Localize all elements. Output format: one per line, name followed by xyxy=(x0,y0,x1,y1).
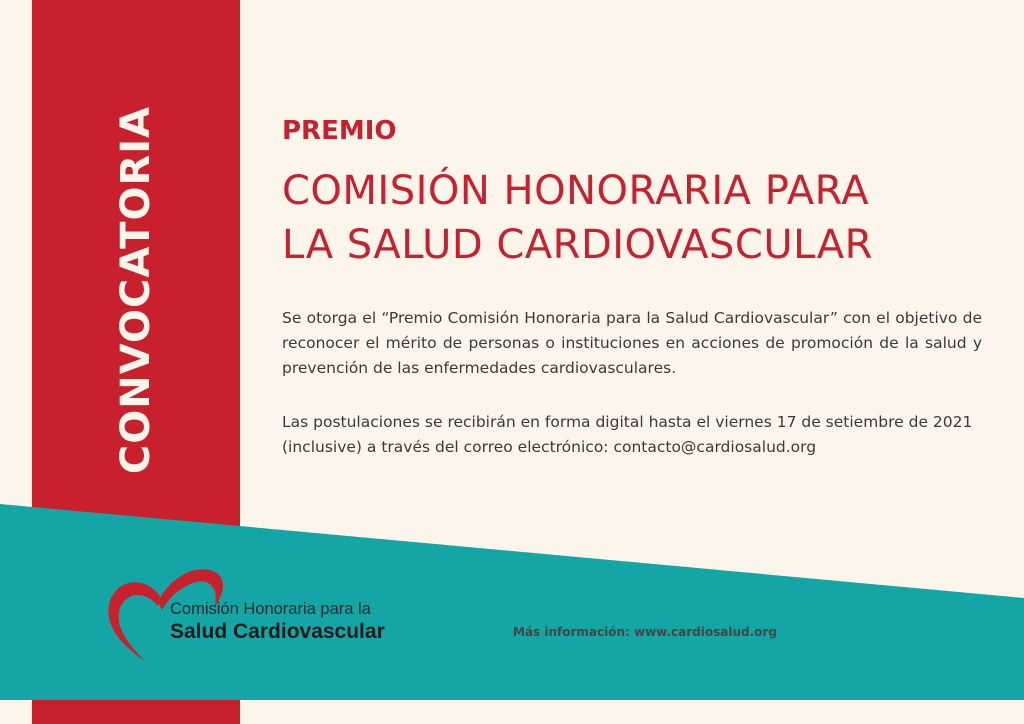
submission-paragraph: Las postulaciones se recibirán en forma digital hasta el viernes 17 de setiembre de 2021 (inclusive) a través del correo electrónico: contacto@cardiosalud.org xyxy=(282,413,973,456)
premio-kicker: PREMIO xyxy=(282,116,397,146)
description-paragraph: Se otorga el “Premio Comisión Honoraria para la Salud Cardiovascular” con el objetivo de reconocer el mérito de personas o instituciones en acciones de promoción de la salud y prevención de las enfermedades cardiovasculares. xyxy=(282,309,982,377)
more-info-link[interactable]: Más información: www.cardiosalud.org xyxy=(513,625,777,639)
title-line-2: LA SALUD CARDIOVASCULAR xyxy=(282,222,873,268)
logo-text-line-2: Salud Cardiovascular xyxy=(170,620,385,643)
logo-text-line-1: Comisión Honoraria para la xyxy=(170,600,371,618)
title-line-1: COMISIÓN HONORARIA PARA xyxy=(282,168,870,214)
convocatoria-label: CONVOCATORIA xyxy=(113,105,159,475)
page-title xyxy=(282,164,1002,272)
